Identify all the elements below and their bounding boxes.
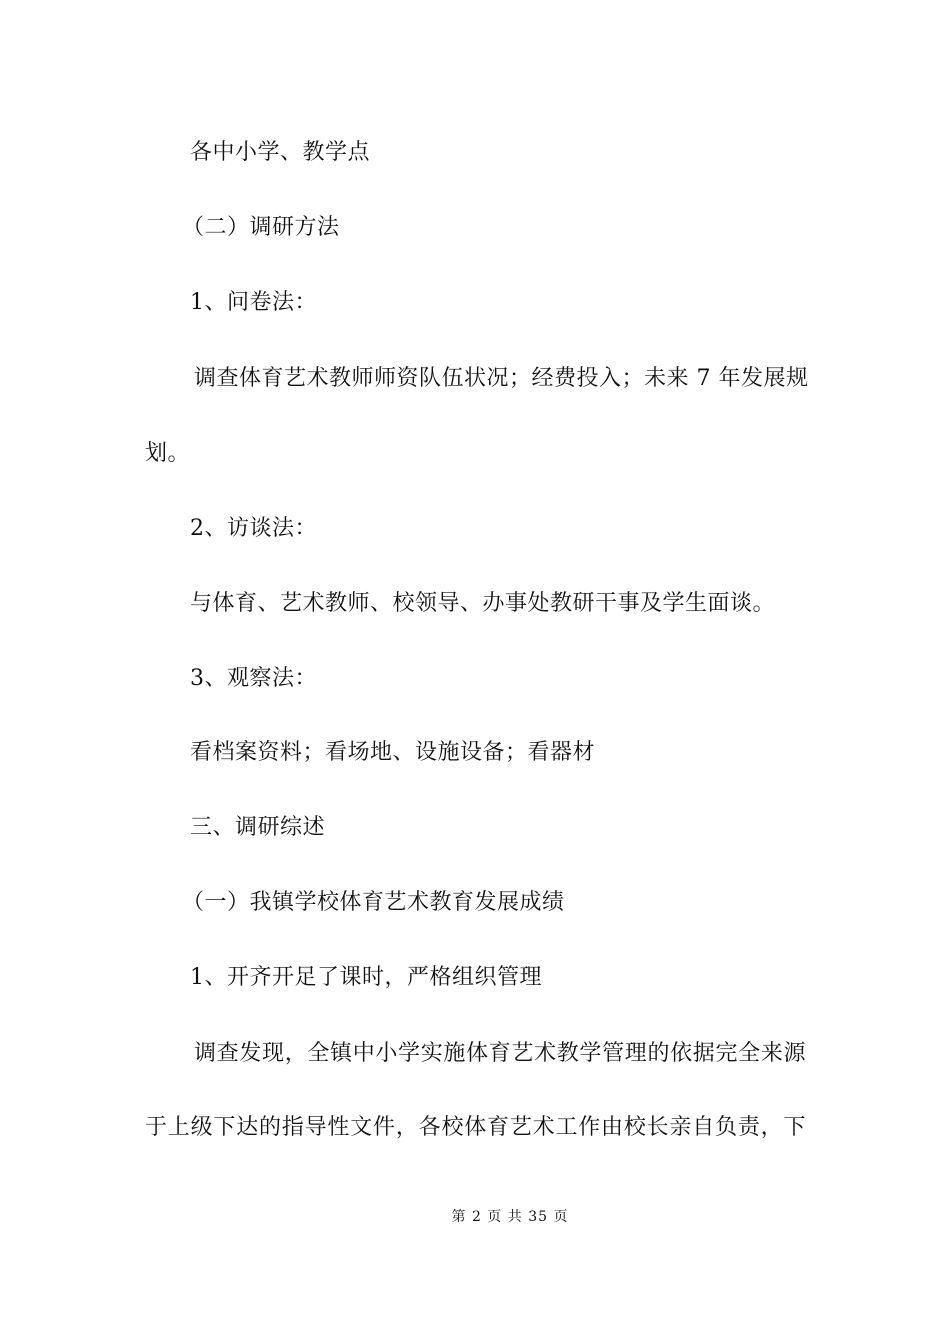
page-footer: 第 2 页 共 35 页 [451,1209,569,1225]
method-heading-questionnaire: 1、问卷法： [190,290,317,315]
paragraph-interview: 与体育、艺术教师、校领导、办事处教研干事及学生面谈。 [190,591,776,616]
section-heading-methods: （二）调研方法 [182,215,340,240]
paragraph-questionnaire-line-1: 调查体育艺术教师师资队伍状况；经费投入；未来 7 年发展规 [194,366,809,391]
paragraph-observation: 看档案资料；看场地、设施设备；看器材 [190,740,596,765]
subsection-heading-achievements: （一）我镇学校体育艺术教育发展成绩 [182,890,565,915]
text-line-schools: 各中小学、教学点 [190,140,371,165]
method-heading-interview: 2、访谈法： [190,516,317,541]
paragraph-findings-line-2: 于上级下达的指导性文件，各校体育艺术工作由校长亲自负责，下 [145,1115,806,1140]
point-heading-class-hours: 1、开齐开足了课时，严格组织管理 [190,965,542,990]
paragraph-questionnaire-line-2: 划。 [145,441,191,466]
method-heading-observation: 3、观察法： [190,666,317,691]
section-heading-summary: 三、调研综述 [190,815,326,840]
paragraph-findings-line-1: 调查发现，全镇中小学实施体育艺术教学管理的依据完全来源 [194,1041,806,1066]
